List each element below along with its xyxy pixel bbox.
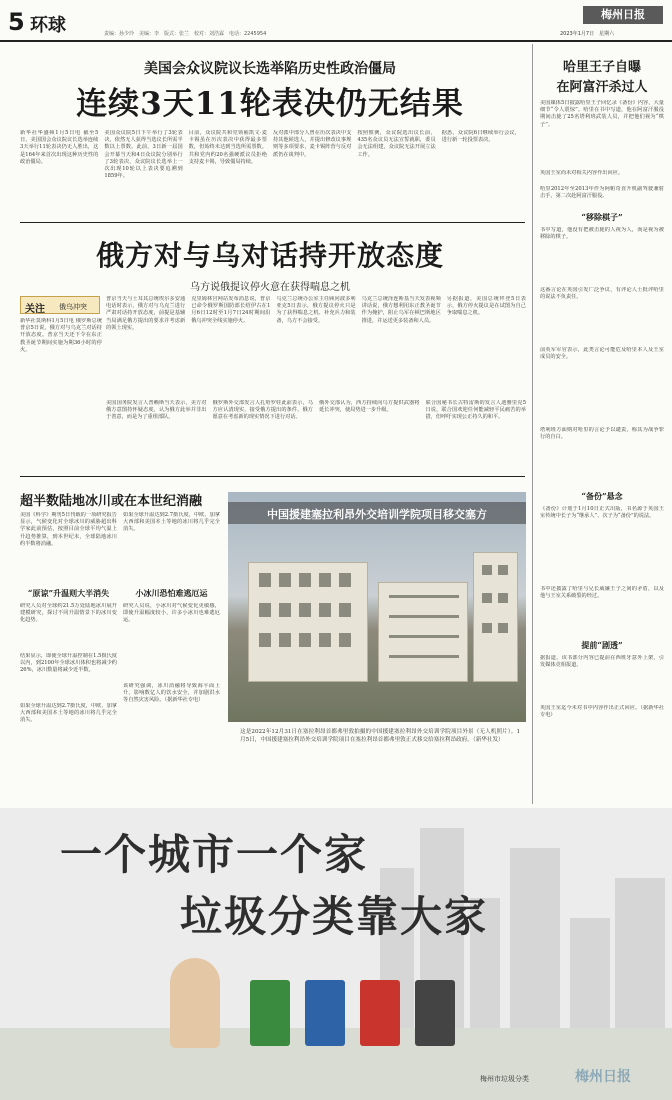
- sidebar-para: 书中写道，他没有把被击毙的人视为人，而是视为被移除的棋子。: [540, 227, 664, 241]
- sidebar-para: 美国媒体5日披露哈里王子回忆录《备份》内容，大量细节“令人震惊”。哈里在书中写道，他在阿富汗服役期间击毙了25名塔利班武装人员，并把他们视为“棋子”。: [540, 100, 664, 128]
- story1-col: 反对派中部分人曾在历次表决中支持其他候选人，并提出修改议事规则等多项要求，麦卡锡阵营与反对派仍在谈判中。: [272, 130, 352, 158]
- story2-col: 乌克兰总统泽连斯基当天发表视频讲话说，俄方想利用东正教圣诞节作为掩护，阻止乌军在顿巴斯地区推进，并运送更多装备和人员。: [361, 296, 441, 324]
- divider: [20, 222, 525, 223]
- column-divider: [532, 44, 533, 804]
- story2-col: 普京当天与土耳其总统埃尔多安通电话时表示，俄方对与乌克兰进行严肃对话持开放态度，前提是基辅当局满足俄方提出的要求并考虑新的领土现实。: [106, 296, 186, 331]
- story3-para: 该研究强调，冰川消融将导致海平面上升，影响数亿人的饮水安全，并加剧洪水等自然灾害风险。（据新华社专电）: [123, 683, 220, 704]
- story2-col: 乌克兰总统办公室主任顾问波多利亚克5日表示，俄方提议停火只是为了获得喘息之机、补充兵力和装备，乌方不会接受。: [276, 296, 356, 324]
- ad-banner: [0, 808, 672, 1100]
- story2-col: 美国国务院发言人普赖斯当天表示，美方对俄方意图持怀疑态度，认为俄方此举并非出于善意，而是为了重组部队。: [106, 400, 207, 421]
- person-figure-icon: [170, 958, 220, 1048]
- photo-building: [248, 562, 368, 682]
- story2-lead: [20, 318, 102, 468]
- story3-para: 美国《科学》期刊5日刊载的一项研究报告显示，气候变化对全球冰川的威胁超出科学家此前预估，按照目前全球平均气温上升趋势推算，到本世纪末，全球陆地冰川约半数将消融。: [20, 512, 117, 547]
- story3-subhead: “原谅”升温则大半消失: [27, 588, 110, 598]
- story3-para: 研究人员说，小冰川对气候变化更敏感，即使升温幅度较小，许多小冰川也难逃厄运。: [123, 603, 220, 624]
- green-bin-icon: [250, 980, 290, 1046]
- story2-subhead: 乌方说俄提议停火意在获得喘息之机: [190, 282, 350, 293]
- sidebar-headline-line1: 哈里王子自曝: [562, 60, 641, 75]
- story3-headline: 超半数陆地冰川或在本世纪消融: [20, 494, 203, 509]
- masthead-logo: 梅州日报: [583, 6, 663, 24]
- story2-col: 俄外交部认为，西方持续向乌方提供武器将延长冲突，使局势进一步升级。: [319, 400, 420, 414]
- story1-col: 据悉，众议院6日继续举行会议，进行新一轮投票表决。: [441, 130, 520, 144]
- topic-tag: [20, 296, 100, 314]
- topic-tag-topic: 俄乌冲突: [59, 303, 87, 311]
- photo-caption: 这是2022年12月31日在塞拉利昂首都弗里敦拍摄的中国援建塞拉利昂外交培训学院项目外景（无人机照片）。1月5日，中国援建塞拉利昂外交培训学院项目在塞拉利昂首都弗里敦正式移交给塞拉利昂政府。（新华社发）: [240, 729, 520, 743]
- ad-line2: 垃圾分类靠大家: [180, 892, 489, 941]
- sidebar-para: 英国王室尚未对相关内容作出回应。: [540, 170, 624, 176]
- sidebar-subhead: “备份”悬念: [581, 491, 623, 501]
- story1-col: 新华社华盛顿1月5日电 截至5日，美国国会众议院议长选举连续3天举行11轮表决仍无人胜出，这是164年来首次出现这种历史性的政治僵局。: [20, 130, 99, 165]
- ad-footer: 梅州市垃圾分类: [480, 1075, 529, 1083]
- story3-para: 研究人员对全球约21.5万处陆地冰川展开建模研究，探讨不同升温情景下的冰川变化趋势。: [20, 603, 117, 624]
- page-header: [0, 0, 672, 44]
- sidebar-para: 英国王室迄今未对书中内容作出正式回应。（据新华社专电）: [540, 705, 664, 719]
- story2-col: 克里姆林宫网站发布消息说，普京已命令俄罗斯国防部长绍伊古在1月6日12时至1月7日24时期间沿俄乌冲突全线实施停火。: [191, 296, 271, 324]
- ad-line1: 一个城市一个家: [60, 830, 369, 879]
- sidebar-body: [540, 100, 664, 800]
- sidebar-headline-line2: 在阿富汗杀过人: [556, 80, 648, 95]
- story3-body: [20, 512, 220, 800]
- story2-body-cont: [106, 400, 526, 468]
- section-title: 环球: [30, 15, 66, 36]
- story1-col: 美国众议院5日下午举行了3轮表决，依然无人获得当选议长所需半数以上票数。此前，3日新一届国会开幕当天和4日众议院分别举行了3轮表决，众议院议长选举上一次出现10轮以上表决要追溯到1859年。: [104, 130, 183, 180]
- story3-col: [20, 512, 117, 800]
- story3-para: 如果全球升温达到2.7摄氏度，中欧、加拿大西部和美国本土等地的冰川将几乎完全消失。: [123, 512, 220, 533]
- photo-frame: [228, 492, 526, 722]
- story1-headline: 连续3天11轮表决仍无结果: [76, 86, 464, 122]
- topic-tag-label: 关注: [25, 304, 45, 315]
- sidebar-para: 《备份》计划于1月10日正式出版，书名源于英国王室传统中长子为“继承人”、次子为“备份”的说法。: [540, 506, 664, 520]
- story3-para: 结果显示，即使全球升温控制在1.5摄氏度以内，到2100年全球冰川体积也将减少约26%，冰川数量将减少近半数。: [20, 653, 117, 674]
- story1-kicker: 美国会众议院议长选举陷历史性政治僵局: [144, 61, 396, 77]
- story3-col: [123, 512, 220, 800]
- story3-para: 如果全球升温达到2.7摄氏度，中欧、加拿大西部和美国本土等地的冰川将几乎完全消失。: [20, 703, 117, 724]
- watermark: 梅州日报: [575, 1069, 631, 1085]
- story2-col: 俄罗斯外交部发言人扎哈罗娃此前表示，乌方应认清现实，接受俄方提出的条件，俄方愿意在考虑新的现实情况下进行对话。: [212, 400, 313, 421]
- story2-col: 另据报道，美国总统拜登5日表示，俄方停火提议是在试图为自己争取喘息之机。: [446, 296, 526, 317]
- photo-building: [473, 552, 518, 682]
- sidebar-para: 前英军军官表示，此类言论可能危及哈里本人及王室成员的安全。: [540, 347, 664, 361]
- page-number: 5: [8, 8, 25, 36]
- sidebar-para: 哈里2012年至2013年作为阿帕奇直升机副驾驶兼射击手，第二次赴阿富汗服役。: [540, 186, 664, 200]
- story2-headline: 俄方对与乌对话持开放态度: [95, 239, 444, 272]
- sidebar-para: 这番言论在英国引发广泛争议，有评论人士批评哈里的说法不负责任。: [540, 287, 664, 301]
- story3-subhead: 小冰川恐怕难逃厄运: [135, 588, 208, 598]
- header-rule: [0, 40, 672, 42]
- staff-credits: 责编：孙少玲 美编：李 版式：张兰 校对：刘浩霖 电话：2245954: [104, 31, 267, 37]
- ad-slogan: [60, 822, 620, 942]
- sidebar-para: 书中还披露了哈里与兄长威廉王子之间的矛盾，以及他与王室关系破裂的经过。: [540, 586, 664, 600]
- story2-col: 新华社莫斯科1月5日电 俄罗斯总统普京5日说，俄方对与乌克兰对话持开放态度。普京当天还下令在东正教圣诞节期间实施为期36小时的停火。: [20, 318, 102, 353]
- red-bin-icon: [360, 980, 400, 1046]
- sidebar-para: 塔利班方面则对哈里的言论予以谴责，称其为战争罪行的自白。: [540, 427, 664, 441]
- story1-col: 按照惯例，众议院选出议长前，435名众议员无法宣誓就职，委员会无法组建，众议院无法开展立法工作。: [357, 130, 436, 158]
- blue-bin-icon: [305, 980, 345, 1046]
- photo-title: 中国援建塞拉利昂外交培训学院项目移交塞方: [267, 508, 487, 521]
- issue-date: 2023年1月7日 星期六: [560, 31, 615, 37]
- story1-col: 目前，众议院共和党领袖凯文·麦卡锡虽在历次表决中获得最多票数，但始终未达到当选所需票数。共和党内约20名强硬派议员拒绝支持麦卡锡，导致僵局持续。: [188, 130, 267, 165]
- photo-building: [378, 582, 468, 682]
- gray-bin-icon: [415, 980, 455, 1046]
- story1-body: [20, 130, 520, 220]
- sidebar-para: 据报道，该书部分内容已提前在西班牙意外上架，引发媒体竞相报道。: [540, 655, 664, 669]
- story2-col: 联合国秘书长古特雷斯的发言人迪雅里克5日说，联合国欢迎任何能减轻平民痛苦的举措，但呼吁实现公正持久的和平。: [425, 400, 526, 421]
- divider: [20, 476, 525, 477]
- sidebar-subhead: 提前“剧透”: [581, 640, 623, 650]
- sidebar-subhead: “移除棋子”: [581, 212, 623, 222]
- building-photo: [228, 492, 526, 722]
